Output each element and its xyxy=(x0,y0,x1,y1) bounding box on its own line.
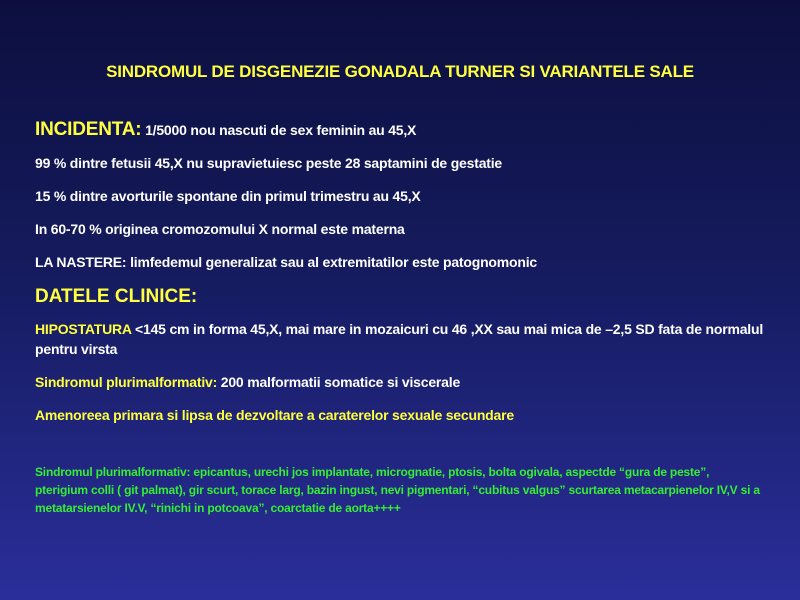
slide-content xyxy=(35,120,765,529)
incidenta-line xyxy=(35,120,765,140)
hipostatura-line xyxy=(35,319,765,359)
hipostatura-label: HIPOSTATURA xyxy=(35,321,132,337)
footnote-text: Sindromul plurimalformativ: epicantus, urechi jos implantate, micrognatie, ptosis, bolta ogivala, aspectde “gura de peste”, pterigium colli ( git palmat), gir scurt, torace larg, bazin ingust, nevi pigmentari, “cubitus valgus” scurtarea metacarpienelor IV,V si a metatarsienelor IV.V, “rinichi in potcoava”, coarctatie de aorta++++ xyxy=(35,465,760,515)
sindromul-line xyxy=(35,372,765,392)
incidenta-text: 1/5000 nou nascuti de sex feminin au 45,X xyxy=(141,122,417,138)
incidenta-label: INCIDENTA: xyxy=(35,119,142,140)
bullet-line-origine: In 60-70 % originea cromozomului X normal este materna xyxy=(35,221,405,237)
bullet-line-fetusi: 99 % dintre fetusii 45,X nu supravietuiesc peste 28 saptamini de gestatie xyxy=(35,155,503,171)
sindromul-label: Sindromul plurimalformativ: xyxy=(35,374,218,390)
slide-title: SINDROMUL DE DISGENEZIE GONADALA TURNER SI VARIANTELE SALE xyxy=(106,62,694,81)
amenoreea-line: Amenoreea primara si lipsa de dezvoltare a caraterelor sexuale secundare xyxy=(35,407,514,423)
bullet-line-nastere: LA NASTERE: limfedemul generalizat sau al extremitatilor este patognomonic xyxy=(35,254,538,270)
clinical-heading: DATELE CLINICE: xyxy=(35,286,198,307)
bullet-line-avorturi: 15 % dintre avorturile spontane din primul trimestru au 45,X xyxy=(35,188,421,204)
hipostatura-text: <145 cm in forma 45,X, mai mare in mozaicuri cu 46 ,XX sau mai mica de –2,5 SD fata de normalul pentru virsta xyxy=(35,321,764,357)
sindromul-text: 200 malformatii somatice si viscerale xyxy=(217,374,461,390)
